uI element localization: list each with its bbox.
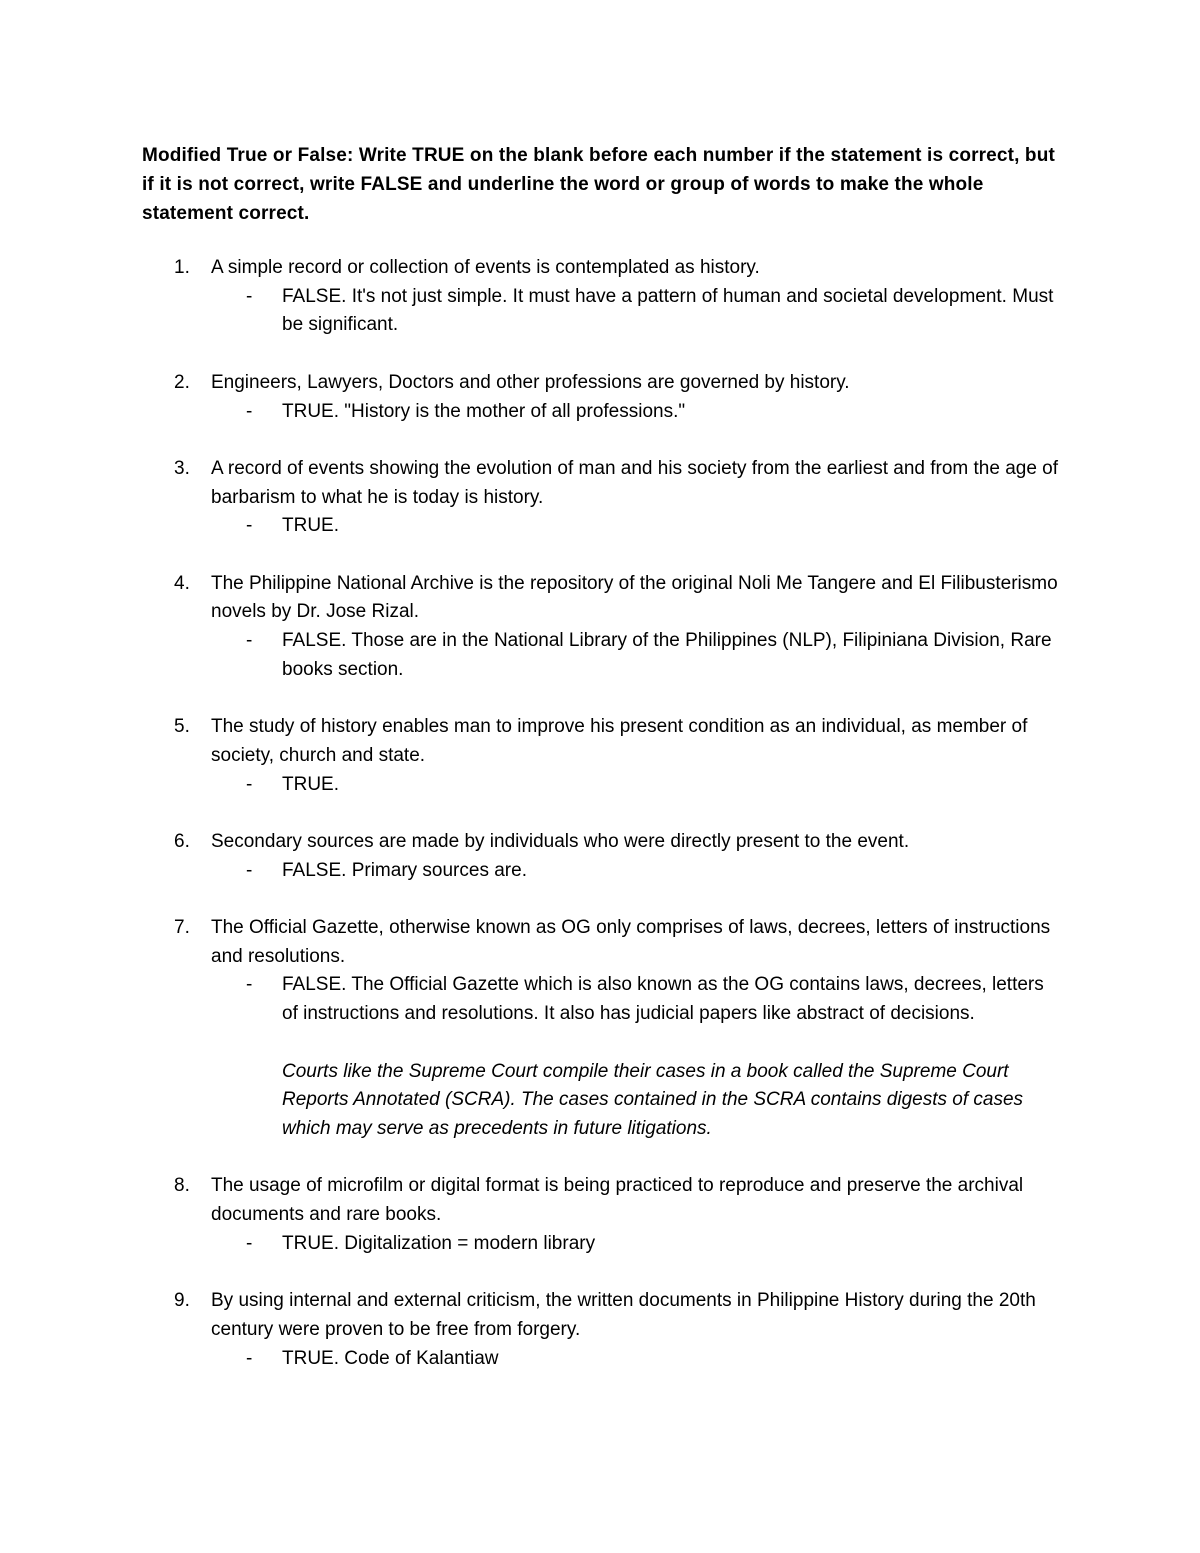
question-text: The study of history enables man to improve his present condition as an individual, as member of society, church and state.: [211, 716, 1028, 766]
question-number: 4.: [174, 572, 190, 594]
answer-dash: -: [246, 1232, 253, 1254]
answer-dash: -: [246, 859, 253, 881]
question-number: 6.: [174, 830, 190, 852]
answer-text: FALSE. The Official Gazette which is also known as the OG contains laws, decrees, letters of instructions and resolutions. It also has judicial papers like abstract of decisions.: [282, 974, 1044, 1025]
question-number: 8.: [174, 1175, 190, 1197]
question-item: [0, 713, 1200, 799]
question-list: [0, 254, 1200, 1373]
answer-line: [0, 398, 1200, 427]
answer-dash: -: [246, 773, 253, 795]
question-number: 9.: [174, 1290, 190, 1312]
question-item: [0, 1172, 1200, 1258]
answer-line: [0, 1345, 1200, 1374]
answer-text: TRUE. "History is the mother of all professions.": [282, 400, 686, 422]
question-text: The Philippine National Archive is the repository of the original Noli Me Tangere and El Filibusterismo novels by Dr. Jose Rizal.: [211, 572, 1058, 623]
answer-text: TRUE.: [282, 773, 339, 795]
question-text: The Official Gazette, otherwise known as OG only comprises of laws, decrees, letters of instructions and resolutions.: [211, 917, 1051, 967]
answer-dash: -: [246, 515, 253, 537]
question-number: 7.: [174, 917, 190, 939]
question-item: [0, 828, 1200, 885]
answer-line: [0, 512, 1200, 541]
answer-text: TRUE.: [282, 515, 339, 537]
answer-dash: -: [246, 285, 253, 307]
answer-note: Courts like the Supreme Court compile their cases in a book called the Supreme Court Reports Annotated (SCRA). The cases contained in the SCRA contains digests of cases which may serve as precedents in future litigations.: [282, 1060, 1024, 1139]
answer-text: FALSE. Those are in the National Library of the Philippines (NLP), Filipiniana Division, Rare books section.: [282, 630, 1052, 680]
question-text: Engineers, Lawyers, Doctors and other professions are governed by history.: [211, 371, 850, 393]
question-item: [0, 914, 1200, 1144]
question-text: A record of events showing the evolution of man and his society from the earliest and from the age of barbarism to what he is today is history.: [211, 457, 1059, 508]
answer-dash: -: [246, 1347, 253, 1369]
answer-text: FALSE. It's not just simple. It must have a pattern of human and societal development. Must be significant.: [282, 285, 1054, 336]
question-text: Secondary sources are made by individuals who were directly present to the event.: [211, 830, 910, 852]
question-number: 5.: [174, 716, 190, 738]
answer-line: [0, 857, 1200, 886]
question-text: The usage of microfilm or digital format is being practiced to reproduce and preserve the archival documents and rare books.: [211, 1175, 1024, 1226]
answer-dash: -: [246, 630, 253, 652]
question-item: [0, 369, 1200, 426]
question-text: A simple record or collection of events is contemplated as history.: [211, 257, 760, 278]
answer-line: [0, 771, 1200, 800]
answer-line: [0, 1230, 1200, 1259]
question-item: [0, 570, 1200, 685]
answer-dash: -: [246, 400, 253, 422]
answer-line: [0, 283, 1200, 340]
question-number: 3.: [174, 457, 190, 479]
answer-dash: -: [246, 974, 253, 996]
instructions-heading: Modified True or False: Write TRUE on the blank before each number if the statement is correct, but if it is not correct, write FALSE and underline the word or group of words to make the whole statement correct.: [142, 145, 1055, 224]
answer-text: TRUE. Code of Kalantiaw: [282, 1347, 499, 1369]
question-item: [0, 1287, 1200, 1373]
answer-line: [0, 971, 1200, 1028]
question-item: [0, 254, 1200, 340]
answer-line: [0, 627, 1200, 684]
answer-text: TRUE. Digitalization = modern library: [282, 1232, 596, 1254]
question-text: By using internal and external criticism, the written documents in Philippine History during the 20th century were proven to be free from forgery.: [211, 1290, 1036, 1340]
answer-text: FALSE. Primary sources are.: [282, 859, 527, 881]
question-number: 2.: [174, 371, 190, 393]
question-item: [0, 455, 1200, 541]
question-number: 1.: [174, 257, 190, 278]
